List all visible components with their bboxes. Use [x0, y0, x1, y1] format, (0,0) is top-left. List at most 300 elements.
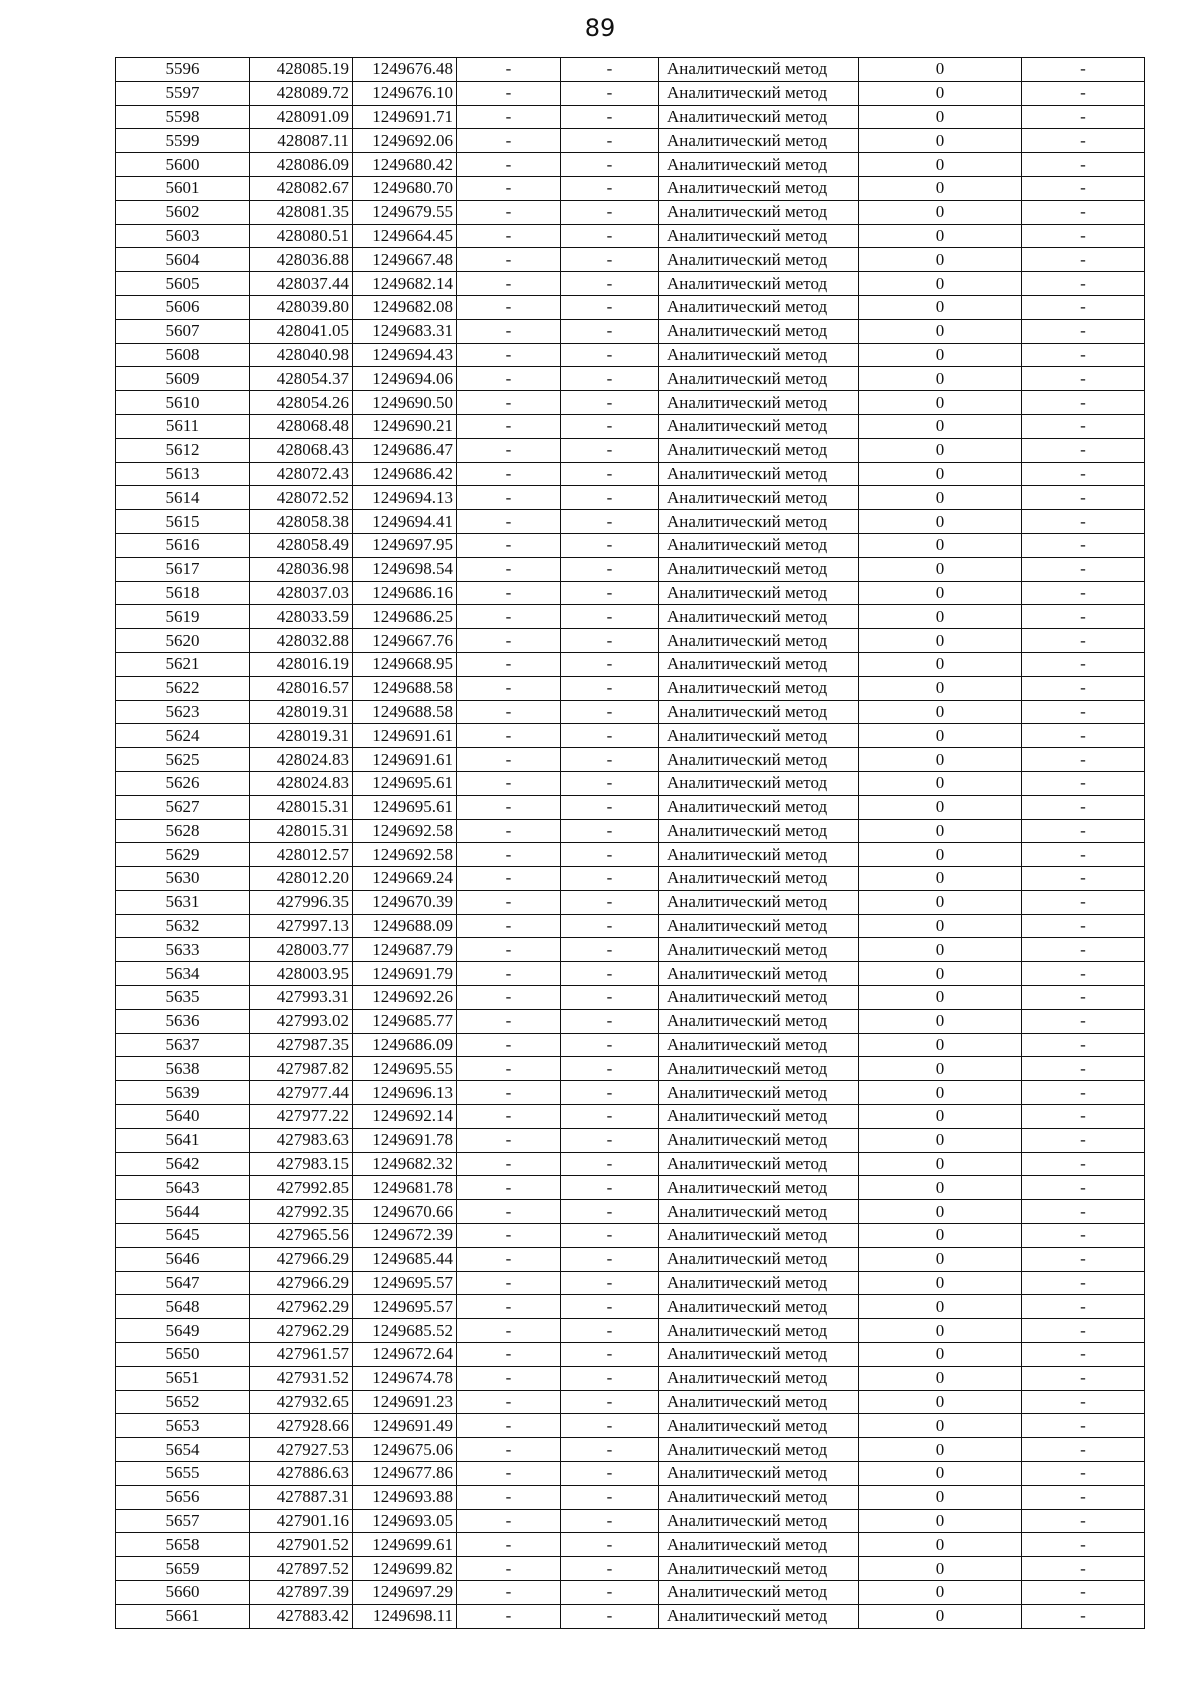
- error-cell: 0: [859, 1557, 1022, 1581]
- point-number-cell: 5639: [116, 1081, 250, 1105]
- y-coordinate-cell: 1249687.79: [353, 938, 457, 962]
- col5-cell: -: [561, 938, 659, 962]
- y-coordinate-cell: 1249686.25: [353, 605, 457, 629]
- point-number-cell: 5640: [116, 1105, 250, 1129]
- col8-cell: -: [1022, 1224, 1145, 1248]
- col4-cell: -: [457, 1152, 561, 1176]
- col5-cell: -: [561, 295, 659, 319]
- method-cell: Аналитический метод: [659, 724, 859, 748]
- col8-cell: -: [1022, 200, 1145, 224]
- y-coordinate-cell: 1249676.10: [353, 81, 457, 105]
- col4-cell: -: [457, 1462, 561, 1486]
- y-coordinate-cell: 1249677.86: [353, 1462, 457, 1486]
- method-cell: Аналитический метод: [659, 510, 859, 534]
- table-row: [116, 200, 1145, 224]
- error-cell: 0: [859, 1057, 1022, 1081]
- x-coordinate-cell: 428080.51: [250, 224, 353, 248]
- x-coordinate-cell: 427977.44: [250, 1081, 353, 1105]
- method-cell: Аналитический метод: [659, 629, 859, 653]
- col8-cell: -: [1022, 700, 1145, 724]
- col4-cell: -: [457, 1414, 561, 1438]
- col5-cell: -: [561, 533, 659, 557]
- col5-cell: -: [561, 1509, 659, 1533]
- col4-cell: -: [457, 224, 561, 248]
- col8-cell: -: [1022, 962, 1145, 986]
- col4-cell: -: [457, 1366, 561, 1390]
- col5-cell: -: [561, 438, 659, 462]
- col4-cell: -: [457, 533, 561, 557]
- point-number-cell: 5616: [116, 533, 250, 557]
- col8-cell: -: [1022, 938, 1145, 962]
- y-coordinate-cell: 1249690.50: [353, 391, 457, 415]
- error-cell: 0: [859, 200, 1022, 224]
- y-coordinate-cell: 1249698.11: [353, 1604, 457, 1628]
- point-number-cell: 5613: [116, 462, 250, 486]
- table-body: [116, 58, 1145, 1629]
- table-row: [116, 129, 1145, 153]
- method-cell: Аналитический метод: [659, 1390, 859, 1414]
- error-cell: 0: [859, 557, 1022, 581]
- col8-cell: -: [1022, 676, 1145, 700]
- point-number-cell: 5619: [116, 605, 250, 629]
- col4-cell: -: [457, 1581, 561, 1605]
- col4-cell: -: [457, 510, 561, 534]
- table-row: [116, 224, 1145, 248]
- col4-cell: -: [457, 129, 561, 153]
- col4-cell: -: [457, 1390, 561, 1414]
- point-number-cell: 5600: [116, 153, 250, 177]
- method-cell: Аналитический метод: [659, 1438, 859, 1462]
- y-coordinate-cell: 1249685.77: [353, 1009, 457, 1033]
- point-number-cell: 5651: [116, 1366, 250, 1390]
- x-coordinate-cell: 427965.56: [250, 1224, 353, 1248]
- col8-cell: -: [1022, 272, 1145, 296]
- col4-cell: -: [457, 795, 561, 819]
- method-cell: Аналитический метод: [659, 462, 859, 486]
- method-cell: Аналитический метод: [659, 795, 859, 819]
- col5-cell: -: [561, 652, 659, 676]
- point-number-cell: 5622: [116, 676, 250, 700]
- col8-cell: -: [1022, 533, 1145, 557]
- point-number-cell: 5636: [116, 1009, 250, 1033]
- x-coordinate-cell: 427887.31: [250, 1485, 353, 1509]
- point-number-cell: 5626: [116, 771, 250, 795]
- col5-cell: -: [561, 986, 659, 1010]
- point-number-cell: 5647: [116, 1271, 250, 1295]
- col4-cell: -: [457, 462, 561, 486]
- col5-cell: -: [561, 1485, 659, 1509]
- error-cell: 0: [859, 1152, 1022, 1176]
- method-cell: Аналитический метод: [659, 986, 859, 1010]
- method-cell: Аналитический метод: [659, 557, 859, 581]
- point-number-cell: 5624: [116, 724, 250, 748]
- x-coordinate-cell: 428016.19: [250, 652, 353, 676]
- method-cell: Аналитический метод: [659, 200, 859, 224]
- error-cell: 0: [859, 748, 1022, 772]
- y-coordinate-cell: 1249682.08: [353, 295, 457, 319]
- method-cell: Аналитический метод: [659, 652, 859, 676]
- point-number-cell: 5608: [116, 343, 250, 367]
- x-coordinate-cell: 428037.44: [250, 272, 353, 296]
- col5-cell: -: [561, 200, 659, 224]
- y-coordinate-cell: 1249685.52: [353, 1319, 457, 1343]
- table-row: [116, 295, 1145, 319]
- point-number-cell: 5654: [116, 1438, 250, 1462]
- point-number-cell: 5643: [116, 1176, 250, 1200]
- point-number-cell: 5658: [116, 1533, 250, 1557]
- y-coordinate-cell: 1249682.32: [353, 1152, 457, 1176]
- y-coordinate-cell: 1249692.26: [353, 986, 457, 1010]
- x-coordinate-cell: 427987.35: [250, 1033, 353, 1057]
- error-cell: 0: [859, 1414, 1022, 1438]
- col5-cell: -: [561, 795, 659, 819]
- col5-cell: -: [561, 1271, 659, 1295]
- point-number-cell: 5620: [116, 629, 250, 653]
- method-cell: Аналитический метод: [659, 1224, 859, 1248]
- col4-cell: -: [457, 1247, 561, 1271]
- table-row: [116, 462, 1145, 486]
- col4-cell: -: [457, 1604, 561, 1628]
- col5-cell: -: [561, 605, 659, 629]
- y-coordinate-cell: 1249692.06: [353, 129, 457, 153]
- col8-cell: -: [1022, 1604, 1145, 1628]
- table-row: [116, 1081, 1145, 1105]
- col5-cell: -: [561, 319, 659, 343]
- col4-cell: -: [457, 295, 561, 319]
- x-coordinate-cell: 427901.52: [250, 1533, 353, 1557]
- table-row: [116, 1224, 1145, 1248]
- col8-cell: -: [1022, 605, 1145, 629]
- table-row: [116, 605, 1145, 629]
- point-number-cell: 5650: [116, 1343, 250, 1367]
- error-cell: 0: [859, 795, 1022, 819]
- col4-cell: -: [457, 1009, 561, 1033]
- x-coordinate-cell: 428032.88: [250, 629, 353, 653]
- col8-cell: -: [1022, 1105, 1145, 1129]
- x-coordinate-cell: 428058.49: [250, 533, 353, 557]
- col4-cell: -: [457, 1509, 561, 1533]
- y-coordinate-cell: 1249670.39: [353, 890, 457, 914]
- y-coordinate-cell: 1249668.95: [353, 652, 457, 676]
- y-coordinate-cell: 1249691.71: [353, 105, 457, 129]
- x-coordinate-cell: 427966.29: [250, 1247, 353, 1271]
- error-cell: 0: [859, 533, 1022, 557]
- y-coordinate-cell: 1249697.95: [353, 533, 457, 557]
- x-coordinate-cell: 427983.15: [250, 1152, 353, 1176]
- col5-cell: -: [561, 1557, 659, 1581]
- col5-cell: -: [561, 153, 659, 177]
- x-coordinate-cell: 427931.52: [250, 1366, 353, 1390]
- error-cell: 0: [859, 1319, 1022, 1343]
- col8-cell: -: [1022, 343, 1145, 367]
- col8-cell: -: [1022, 1152, 1145, 1176]
- method-cell: Аналитический метод: [659, 486, 859, 510]
- point-number-cell: 5606: [116, 295, 250, 319]
- col5-cell: -: [561, 1390, 659, 1414]
- point-number-cell: 5633: [116, 938, 250, 962]
- coordinates-table: [115, 57, 1145, 1629]
- col5-cell: -: [561, 1081, 659, 1105]
- y-coordinate-cell: 1249686.09: [353, 1033, 457, 1057]
- error-cell: 0: [859, 1343, 1022, 1367]
- x-coordinate-cell: 428033.59: [250, 605, 353, 629]
- table-row: [116, 1295, 1145, 1319]
- col4-cell: -: [457, 724, 561, 748]
- col5-cell: -: [561, 248, 659, 272]
- col4-cell: -: [457, 319, 561, 343]
- col5-cell: -: [561, 1200, 659, 1224]
- method-cell: Аналитический метод: [659, 1105, 859, 1129]
- table-row: [116, 914, 1145, 938]
- error-cell: 0: [859, 629, 1022, 653]
- y-coordinate-cell: 1249667.48: [353, 248, 457, 272]
- x-coordinate-cell: 427961.57: [250, 1343, 353, 1367]
- col4-cell: -: [457, 700, 561, 724]
- point-number-cell: 5648: [116, 1295, 250, 1319]
- col4-cell: -: [457, 438, 561, 462]
- x-coordinate-cell: 428087.11: [250, 129, 353, 153]
- col4-cell: -: [457, 867, 561, 891]
- y-coordinate-cell: 1249683.31: [353, 319, 457, 343]
- col4-cell: -: [457, 367, 561, 391]
- point-number-cell: 5609: [116, 367, 250, 391]
- y-coordinate-cell: 1249672.39: [353, 1224, 457, 1248]
- col4-cell: -: [457, 1105, 561, 1129]
- error-cell: 0: [859, 1224, 1022, 1248]
- error-cell: 0: [859, 1390, 1022, 1414]
- method-cell: Аналитический метод: [659, 295, 859, 319]
- x-coordinate-cell: 428082.67: [250, 176, 353, 200]
- error-cell: 0: [859, 438, 1022, 462]
- x-coordinate-cell: 427966.29: [250, 1271, 353, 1295]
- col4-cell: -: [457, 272, 561, 296]
- col5-cell: -: [561, 557, 659, 581]
- table-row: [116, 343, 1145, 367]
- table-row: [116, 629, 1145, 653]
- y-coordinate-cell: 1249681.78: [353, 1176, 457, 1200]
- point-number-cell: 5596: [116, 58, 250, 82]
- col4-cell: -: [457, 58, 561, 82]
- col4-cell: -: [457, 248, 561, 272]
- x-coordinate-cell: 427996.35: [250, 890, 353, 914]
- table-row: [116, 1152, 1145, 1176]
- col5-cell: -: [561, 629, 659, 653]
- method-cell: Аналитический метод: [659, 1247, 859, 1271]
- method-cell: Аналитический метод: [659, 248, 859, 272]
- method-cell: Аналитический метод: [659, 1057, 859, 1081]
- col5-cell: -: [561, 462, 659, 486]
- point-number-cell: 5610: [116, 391, 250, 415]
- x-coordinate-cell: 427886.63: [250, 1462, 353, 1486]
- x-coordinate-cell: 428019.31: [250, 700, 353, 724]
- method-cell: Аналитический метод: [659, 81, 859, 105]
- table-row: [116, 1247, 1145, 1271]
- point-number-cell: 5661: [116, 1604, 250, 1628]
- col4-cell: -: [457, 557, 561, 581]
- error-cell: 0: [859, 1366, 1022, 1390]
- col8-cell: -: [1022, 1319, 1145, 1343]
- col5-cell: -: [561, 890, 659, 914]
- method-cell: Аналитический метод: [659, 1604, 859, 1628]
- table-row: [116, 533, 1145, 557]
- col8-cell: -: [1022, 1081, 1145, 1105]
- table-row: [116, 557, 1145, 581]
- col4-cell: -: [457, 1224, 561, 1248]
- method-cell: Аналитический метод: [659, 533, 859, 557]
- col4-cell: -: [457, 1438, 561, 1462]
- x-coordinate-cell: 428054.26: [250, 391, 353, 415]
- y-coordinate-cell: 1249699.61: [353, 1533, 457, 1557]
- method-cell: Аналитический метод: [659, 343, 859, 367]
- point-number-cell: 5635: [116, 986, 250, 1010]
- method-cell: Аналитический метод: [659, 153, 859, 177]
- x-coordinate-cell: 428081.35: [250, 200, 353, 224]
- method-cell: Аналитический метод: [659, 58, 859, 82]
- col5-cell: -: [561, 1462, 659, 1486]
- table-row: [116, 1033, 1145, 1057]
- point-number-cell: 5645: [116, 1224, 250, 1248]
- y-coordinate-cell: 1249691.49: [353, 1414, 457, 1438]
- error-cell: 0: [859, 343, 1022, 367]
- error-cell: 0: [859, 81, 1022, 105]
- col8-cell: -: [1022, 510, 1145, 534]
- x-coordinate-cell: 427901.16: [250, 1509, 353, 1533]
- method-cell: Аналитический метод: [659, 319, 859, 343]
- x-coordinate-cell: 428016.57: [250, 676, 353, 700]
- method-cell: Аналитический метод: [659, 1176, 859, 1200]
- y-coordinate-cell: 1249674.78: [353, 1366, 457, 1390]
- table-row: [116, 1557, 1145, 1581]
- error-cell: 0: [859, 1081, 1022, 1105]
- method-cell: Аналитический метод: [659, 867, 859, 891]
- point-number-cell: 5653: [116, 1414, 250, 1438]
- col5-cell: -: [561, 867, 659, 891]
- error-cell: 0: [859, 1295, 1022, 1319]
- col8-cell: -: [1022, 795, 1145, 819]
- col4-cell: -: [457, 105, 561, 129]
- method-cell: Аналитический метод: [659, 1009, 859, 1033]
- x-coordinate-cell: 428054.37: [250, 367, 353, 391]
- table-row: [116, 962, 1145, 986]
- point-number-cell: 5649: [116, 1319, 250, 1343]
- col8-cell: -: [1022, 1057, 1145, 1081]
- col8-cell: -: [1022, 1485, 1145, 1509]
- method-cell: Аналитический метод: [659, 819, 859, 843]
- method-cell: Аналитический метод: [659, 1128, 859, 1152]
- col8-cell: -: [1022, 1009, 1145, 1033]
- error-cell: 0: [859, 581, 1022, 605]
- col8-cell: -: [1022, 557, 1145, 581]
- method-cell: Аналитический метод: [659, 224, 859, 248]
- col8-cell: -: [1022, 914, 1145, 938]
- y-coordinate-cell: 1249697.29: [353, 1581, 457, 1605]
- method-cell: Аналитический метод: [659, 962, 859, 986]
- col8-cell: -: [1022, 1200, 1145, 1224]
- method-cell: Аналитический метод: [659, 843, 859, 867]
- x-coordinate-cell: 427883.42: [250, 1604, 353, 1628]
- error-cell: 0: [859, 486, 1022, 510]
- table-row: [116, 414, 1145, 438]
- col8-cell: -: [1022, 581, 1145, 605]
- error-cell: 0: [859, 153, 1022, 177]
- point-number-cell: 5617: [116, 557, 250, 581]
- error-cell: 0: [859, 272, 1022, 296]
- col8-cell: -: [1022, 414, 1145, 438]
- col5-cell: -: [561, 962, 659, 986]
- col4-cell: -: [457, 81, 561, 105]
- table-row: [116, 867, 1145, 891]
- col4-cell: -: [457, 1533, 561, 1557]
- method-cell: Аналитический метод: [659, 1152, 859, 1176]
- y-coordinate-cell: 1249692.58: [353, 843, 457, 867]
- col8-cell: -: [1022, 1033, 1145, 1057]
- y-coordinate-cell: 1249686.42: [353, 462, 457, 486]
- col4-cell: -: [457, 652, 561, 676]
- col8-cell: -: [1022, 1271, 1145, 1295]
- col8-cell: -: [1022, 890, 1145, 914]
- x-coordinate-cell: 427897.39: [250, 1581, 353, 1605]
- error-cell: 0: [859, 1009, 1022, 1033]
- col8-cell: -: [1022, 986, 1145, 1010]
- method-cell: Аналитический метод: [659, 938, 859, 962]
- col4-cell: -: [457, 200, 561, 224]
- y-coordinate-cell: 1249691.79: [353, 962, 457, 986]
- method-cell: Аналитический метод: [659, 391, 859, 415]
- y-coordinate-cell: 1249691.61: [353, 724, 457, 748]
- col8-cell: -: [1022, 486, 1145, 510]
- table-row: [116, 1485, 1145, 1509]
- point-number-cell: 5652: [116, 1390, 250, 1414]
- y-coordinate-cell: 1249682.14: [353, 272, 457, 296]
- col5-cell: -: [561, 676, 659, 700]
- table-row: [116, 105, 1145, 129]
- point-number-cell: 5644: [116, 1200, 250, 1224]
- point-number-cell: 5621: [116, 652, 250, 676]
- col8-cell: -: [1022, 1414, 1145, 1438]
- col5-cell: -: [561, 1152, 659, 1176]
- col4-cell: -: [457, 1033, 561, 1057]
- error-cell: 0: [859, 819, 1022, 843]
- error-cell: 0: [859, 1533, 1022, 1557]
- table-row: [116, 367, 1145, 391]
- error-cell: 0: [859, 1581, 1022, 1605]
- point-number-cell: 5628: [116, 819, 250, 843]
- error-cell: 0: [859, 986, 1022, 1010]
- col8-cell: -: [1022, 248, 1145, 272]
- col8-cell: -: [1022, 1295, 1145, 1319]
- col5-cell: -: [561, 1343, 659, 1367]
- col5-cell: -: [561, 58, 659, 82]
- y-coordinate-cell: 1249698.54: [353, 557, 457, 581]
- error-cell: 0: [859, 367, 1022, 391]
- point-number-cell: 5603: [116, 224, 250, 248]
- error-cell: 0: [859, 1509, 1022, 1533]
- y-coordinate-cell: 1249669.24: [353, 867, 457, 891]
- table-row: [116, 1009, 1145, 1033]
- table-row: [116, 1581, 1145, 1605]
- y-coordinate-cell: 1249691.23: [353, 1390, 457, 1414]
- error-cell: 0: [859, 1438, 1022, 1462]
- col5-cell: -: [561, 414, 659, 438]
- col4-cell: -: [457, 1557, 561, 1581]
- col5-cell: -: [561, 486, 659, 510]
- y-coordinate-cell: 1249667.76: [353, 629, 457, 653]
- table-row: [116, 319, 1145, 343]
- table-row: [116, 153, 1145, 177]
- col5-cell: -: [561, 1414, 659, 1438]
- error-cell: 0: [859, 1247, 1022, 1271]
- col8-cell: -: [1022, 367, 1145, 391]
